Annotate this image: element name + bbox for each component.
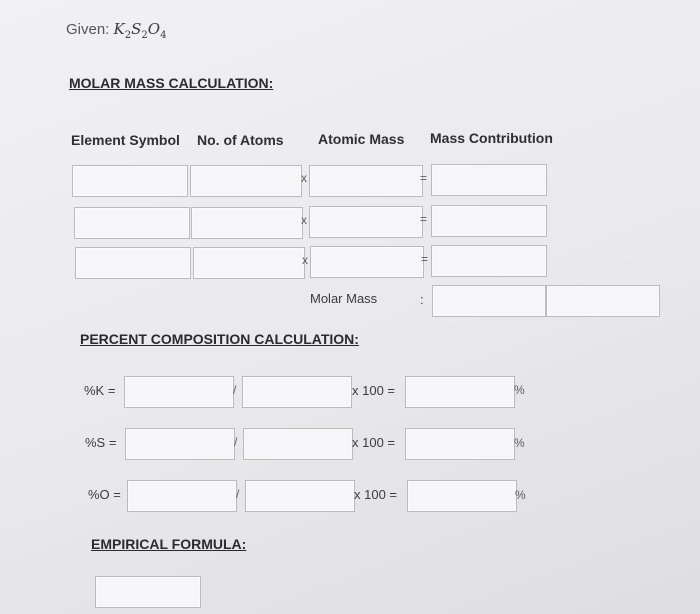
atomic-mass-input-3[interactable] (310, 246, 424, 278)
percent-s-denominator-input[interactable] (243, 428, 353, 460)
atomic-mass-input-2[interactable] (309, 206, 423, 238)
divide-sign-o: / (236, 487, 240, 501)
mass-contribution-input-1[interactable] (431, 164, 547, 196)
divide-sign-k: / (233, 383, 237, 397)
empirical-formula-heading: EMPIRICAL FORMULA: (91, 536, 247, 552)
given-formula-line (66, 20, 166, 41)
molar-mass-value-input[interactable] (432, 285, 546, 317)
no-of-atoms-input-2[interactable] (191, 207, 303, 239)
column-header-atomic-mass: Atomic Mass (318, 131, 405, 147)
percent-s-numerator-input[interactable] (125, 428, 238, 460)
element-symbol-input-2[interactable] (74, 207, 190, 239)
percent-sign-o: % (515, 488, 526, 502)
times-100-s: x 100 = (352, 435, 396, 450)
element-symbol-input-1[interactable] (72, 165, 188, 197)
empirical-formula-input[interactable] (95, 576, 201, 608)
percent-s-label: %S = (85, 435, 117, 450)
column-header-no-of-atoms: No. of Atoms (197, 132, 284, 148)
column-header-mass-contribution: Mass Contribution (430, 130, 553, 146)
given-label: Given: (66, 21, 110, 38)
molar-mass-colon: : (420, 292, 424, 307)
equals-sign-1: = (420, 171, 428, 185)
column-header-element-symbol: Element Symbol (71, 132, 180, 148)
mass-contribution-input-2[interactable] (431, 205, 547, 237)
percent-k-numerator-input[interactable] (124, 376, 237, 408)
percent-sign-s: % (514, 436, 525, 450)
equals-sign-2: = (420, 212, 428, 226)
percent-o-result-input[interactable] (407, 480, 517, 512)
mass-contribution-input-3[interactable] (431, 245, 547, 277)
molar-mass-unit-input[interactable] (546, 285, 660, 317)
molar-mass-label: Molar Mass (310, 291, 378, 306)
formula-k2s2o4: $K_2S_2O_4$ (113, 20, 167, 41)
element-symbol-input-3[interactable] (75, 247, 191, 279)
percent-sign-k: % (514, 383, 525, 397)
divide-sign-s: / (234, 435, 238, 449)
equals-sign-3: = (421, 252, 429, 266)
molar-mass-heading: MOLAR MASS CALCULATION: (69, 75, 274, 91)
no-of-atoms-input-3[interactable] (193, 247, 305, 279)
multiply-sign-2: x (301, 213, 307, 227)
percent-k-result-input[interactable] (405, 376, 515, 408)
percent-k-label: %K = (84, 383, 116, 398)
times-100-o: x 100 = (354, 487, 398, 502)
atomic-mass-input-1[interactable] (309, 165, 423, 197)
percent-o-numerator-input[interactable] (127, 480, 240, 512)
times-100-k: x 100 = (352, 383, 396, 398)
percent-o-label: %O = (88, 487, 121, 502)
multiply-sign-1: x (301, 171, 307, 185)
no-of-atoms-input-1[interactable] (190, 165, 302, 197)
percent-composition-heading: PERCENT COMPOSITION CALCULATION: (80, 331, 359, 347)
percent-s-result-input[interactable] (405, 428, 515, 460)
percent-k-denominator-input[interactable] (242, 376, 352, 408)
percent-o-denominator-input[interactable] (245, 480, 355, 512)
multiply-sign-3: x (302, 253, 308, 267)
